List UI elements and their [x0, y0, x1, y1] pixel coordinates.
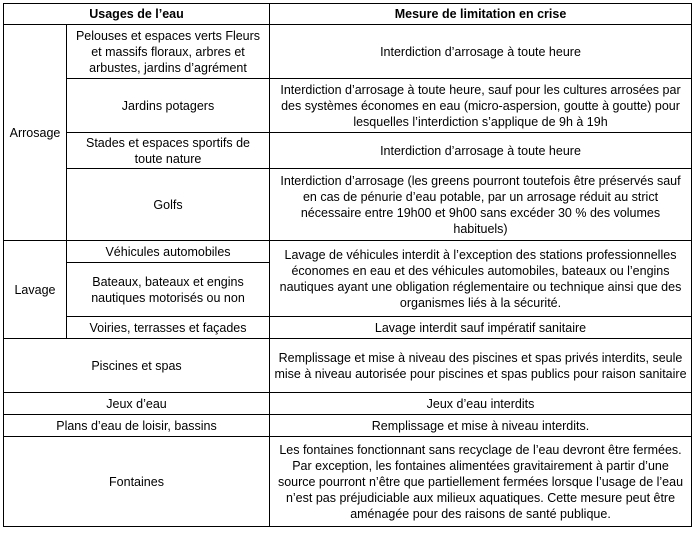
- table-row: [4, 317, 692, 339]
- category-lavage: Lavage: [4, 241, 67, 339]
- mesure-cell: Interdiction d’arrosage à toute heure: [270, 25, 692, 79]
- mesure-cell: Jeux d’eau interdits: [270, 393, 692, 415]
- table-row: [4, 437, 692, 527]
- table-row: [4, 79, 692, 133]
- restrictions-table: [3, 3, 692, 527]
- table-row: [4, 169, 692, 241]
- usage-cell: Fontaines: [4, 437, 270, 527]
- table-row: [4, 241, 692, 263]
- usage-cell: Voiries, terrasses et façades: [67, 317, 270, 339]
- header-row: [4, 4, 692, 25]
- category-arrosage: Arrosage: [4, 25, 67, 241]
- usage-cell: Véhicules automobiles: [67, 241, 270, 263]
- usage-cell: Plans d’eau de loisir, bassins: [4, 415, 270, 437]
- header-usages: Usages de l’eau: [4, 4, 270, 25]
- mesure-cell: Les fontaines fonctionnant sans recyclage de l’eau devront être fermées. Par exception, les fontaines alimentées gravitairement à partir d’une source pourront n’être que partiellement fermées lorsque l’usage de l’eau n’est pas préjudiciable aux milieux aquatiques. Cette mesure peut être aménagée pour des raisons de santé publique.: [270, 437, 692, 527]
- usage-cell: Bateaux, bateaux et engins nautiques motorisés ou non: [67, 263, 270, 317]
- mesure-cell: Interdiction d’arrosage à toute heure, sauf pour les cultures arrosées par des systèmes économes en eau (micro-aspersion, goutte à goutte) pour lesquelles l’interdiction s’applique de 9h à 19h: [270, 79, 692, 133]
- mesure-cell: Lavage interdit sauf impératif sanitaire: [270, 317, 692, 339]
- usage-cell: Jardins potagers: [67, 79, 270, 133]
- header-mesure: Mesure de limitation en crise: [270, 4, 692, 25]
- mesure-cell: Remplissage et mise à niveau des piscines et spas privés interdits, seule mise à niveau autorisée pour piscines et spas publics pour raison sanitaire: [270, 339, 692, 393]
- mesure-cell-lavage-shared: Lavage de véhicules interdit à l’exception des stations professionnelles économes en eau et des véhicules automobiles, bateaux ou l’engins nautiques ayant une obligation réglementaire ou technique ainsi que des organismes liés à la sécurité.: [270, 241, 692, 317]
- usage-cell: Piscines et spas: [4, 339, 270, 393]
- table-row: [4, 25, 692, 79]
- table-row: [4, 133, 692, 169]
- usage-cell: Pelouses et espaces verts Fleurs et massifs floraux, arbres et arbustes, jardins d’agrément: [67, 25, 270, 79]
- table-row: [4, 339, 692, 393]
- mesure-cell: Interdiction d’arrosage (les greens pourront toutefois être préservés sauf en cas de pénurie d’eau potable, par un arrosage réduit au strict nécessaire entre 19h00 et 9h00 sans excéder 30 % des volumes habituels): [270, 169, 692, 241]
- table-row: [4, 393, 692, 415]
- usage-cell: Jeux d’eau: [4, 393, 270, 415]
- mesure-cell: Remplissage et mise à niveau interdits.: [270, 415, 692, 437]
- usage-cell: Stades et espaces sportifs de toute nature: [67, 133, 270, 169]
- usage-cell: Golfs: [67, 169, 270, 241]
- mesure-cell: Interdiction d’arrosage à toute heure: [270, 133, 692, 169]
- table-row: [4, 415, 692, 437]
